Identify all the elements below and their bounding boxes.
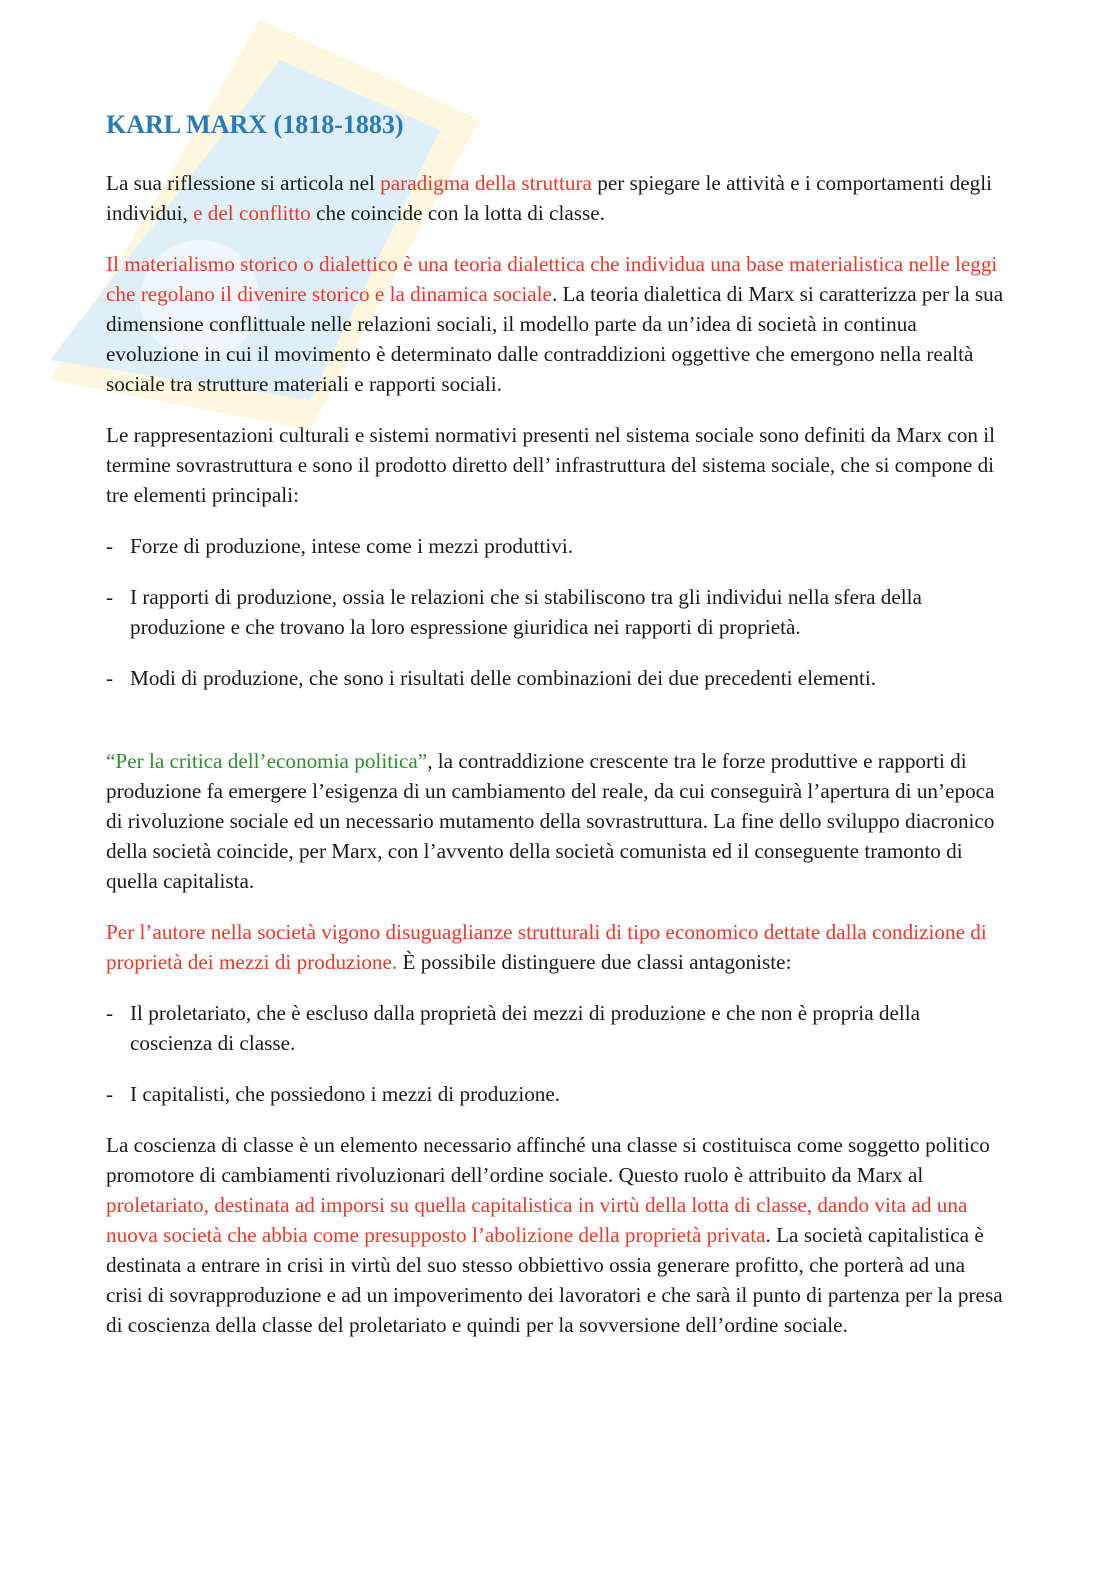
paragraph-critique: “Per la critica dell’economia politica”, la contraddizione crescente tra le forze produttive e rapporti di produzione fa emergere l’esigenza di un cambiamento del reale, da cui conseguirà l’apertura di un’epoca di rivoluzione sociale ed un necessario mutamento della sovrastruttura. La fine dello sviluppo diacronico della società coincide, per Marx, con l’avvento della società comunista ed il conseguente tramonto di quella capitalista. [106, 749, 995, 893]
list-item: - Il proletariato, che è escluso dalla proprietà dei mezzi di produzione e che non è propria della coscienza di classe. [106, 998, 1006, 1058]
paragraph-materialism: Il materialismo storico o dialettico è una teoria dialettica che individua una base materialistica nelle leggi che regolano il divenire storico e la dinamica sociale. La teoria dialettica di Marx si caratterizza per la sua dimensione conflittuale nelle relazioni sociali, il modello parte da un’idea di società in continua evoluzione in cui il movimento è determinato dalle contraddizioni oggettive che emergono nella realtà sociale tra strutture materiali e rapporti sociali. [106, 252, 1004, 396]
list-item: - Forze di produzione, intese come i mezzi produttivi. [106, 531, 1006, 561]
spacer [106, 714, 1006, 746]
paragraph-inequality: Per l’autore nella società vigono disuguaglianze strutturali di tipo economico dettate dalla condizione di proprietà dei mezzi di produzione. È possibile distinguere due classi antagoniste: [106, 920, 987, 974]
dash-bullet: - [106, 534, 114, 558]
highlight-red: paradigma della struttura [380, 171, 592, 195]
dash-bullet: - [106, 666, 114, 690]
page-title: KARL MARX (1818-1883) [106, 110, 404, 139]
list-item: - I capitalisti, che possiedono i mezzi di produzione. [106, 1079, 1006, 1109]
list-item: - Modi di produzione, che sono i risultati delle combinazioni dei due precedenti elementi. [106, 663, 1006, 693]
highlight-red: Il materialismo storico o dialettico è una teoria dialettica che individua una base materialistica nelle leggi che regolano il divenire storico e la dinamica sociale [106, 252, 998, 306]
paragraph-superstructure: Le rappresentazioni culturali e sistemi normativi presenti nel sistema sociale sono definiti da Marx con il termine sovrastruttura e sono il prodotto diretto dell’ infrastruttura del sistema sociale, che si compone di tre elementi principali: [106, 423, 996, 507]
dash-bullet: - [106, 585, 114, 609]
highlight-red: proletariato, destinata ad imporsi su quella capitalistica in virtù della lotta di classe, dando vita ad una nuova società che abbia come presupposto l’abolizione della proprietà privata [106, 1193, 968, 1247]
highlight-red: Per l’autore nella società vigono disuguaglianze strutturali di tipo economico dettate dalla condizione di proprietà dei mezzi di produzione. [106, 920, 987, 974]
document-page [106, 108, 1006, 1361]
dash-bullet: - [106, 1001, 114, 1025]
highlight-green: “Per la critica dell’economia politica” [106, 749, 428, 773]
dash-bullet: - [106, 1082, 114, 1106]
list-item: - I rapporti di produzione, ossia le relazioni che si stabiliscono tra gli individui nella sfera della produzione e che trovano la loro espressione giuridica nei rapporti di proprietà. [106, 582, 1006, 642]
elements-list [106, 531, 1006, 693]
paragraph-class-consciousness: La coscienza di classe è un elemento necessario affinché una classe si costituisca come soggetto politico promotore di cambiamenti rivoluzionari dell’ordine sociale. Questo ruolo è attribuito da Marx al proletariato, destinata ad imporsi su quella capitalistica in virtù della lotta di classe, dando vita ad una nuova società che abbia come presupposto l’abolizione della proprietà privata. La società capitalistica è destinata a entrare in crisi in virtù del suo stesso obbiettivo ossia generare profitto, che porterà ad una crisi di sovrapproduzione e ad un impoverimento dei lavoratori e che sarà il punto di partenza per la presa di coscienza della classe del proletariato e quindi per la sovversione dell’ordine sociale. [106, 1133, 1003, 1337]
paragraph-intro: La sua riflessione si articola nel paradigma della struttura per spiegare le attività e i comportamenti degli individui, e del conflitto che coincide con la lotta di classe. [106, 171, 993, 225]
highlight-red: e del conflitto [193, 201, 311, 225]
classes-list [106, 998, 1006, 1109]
